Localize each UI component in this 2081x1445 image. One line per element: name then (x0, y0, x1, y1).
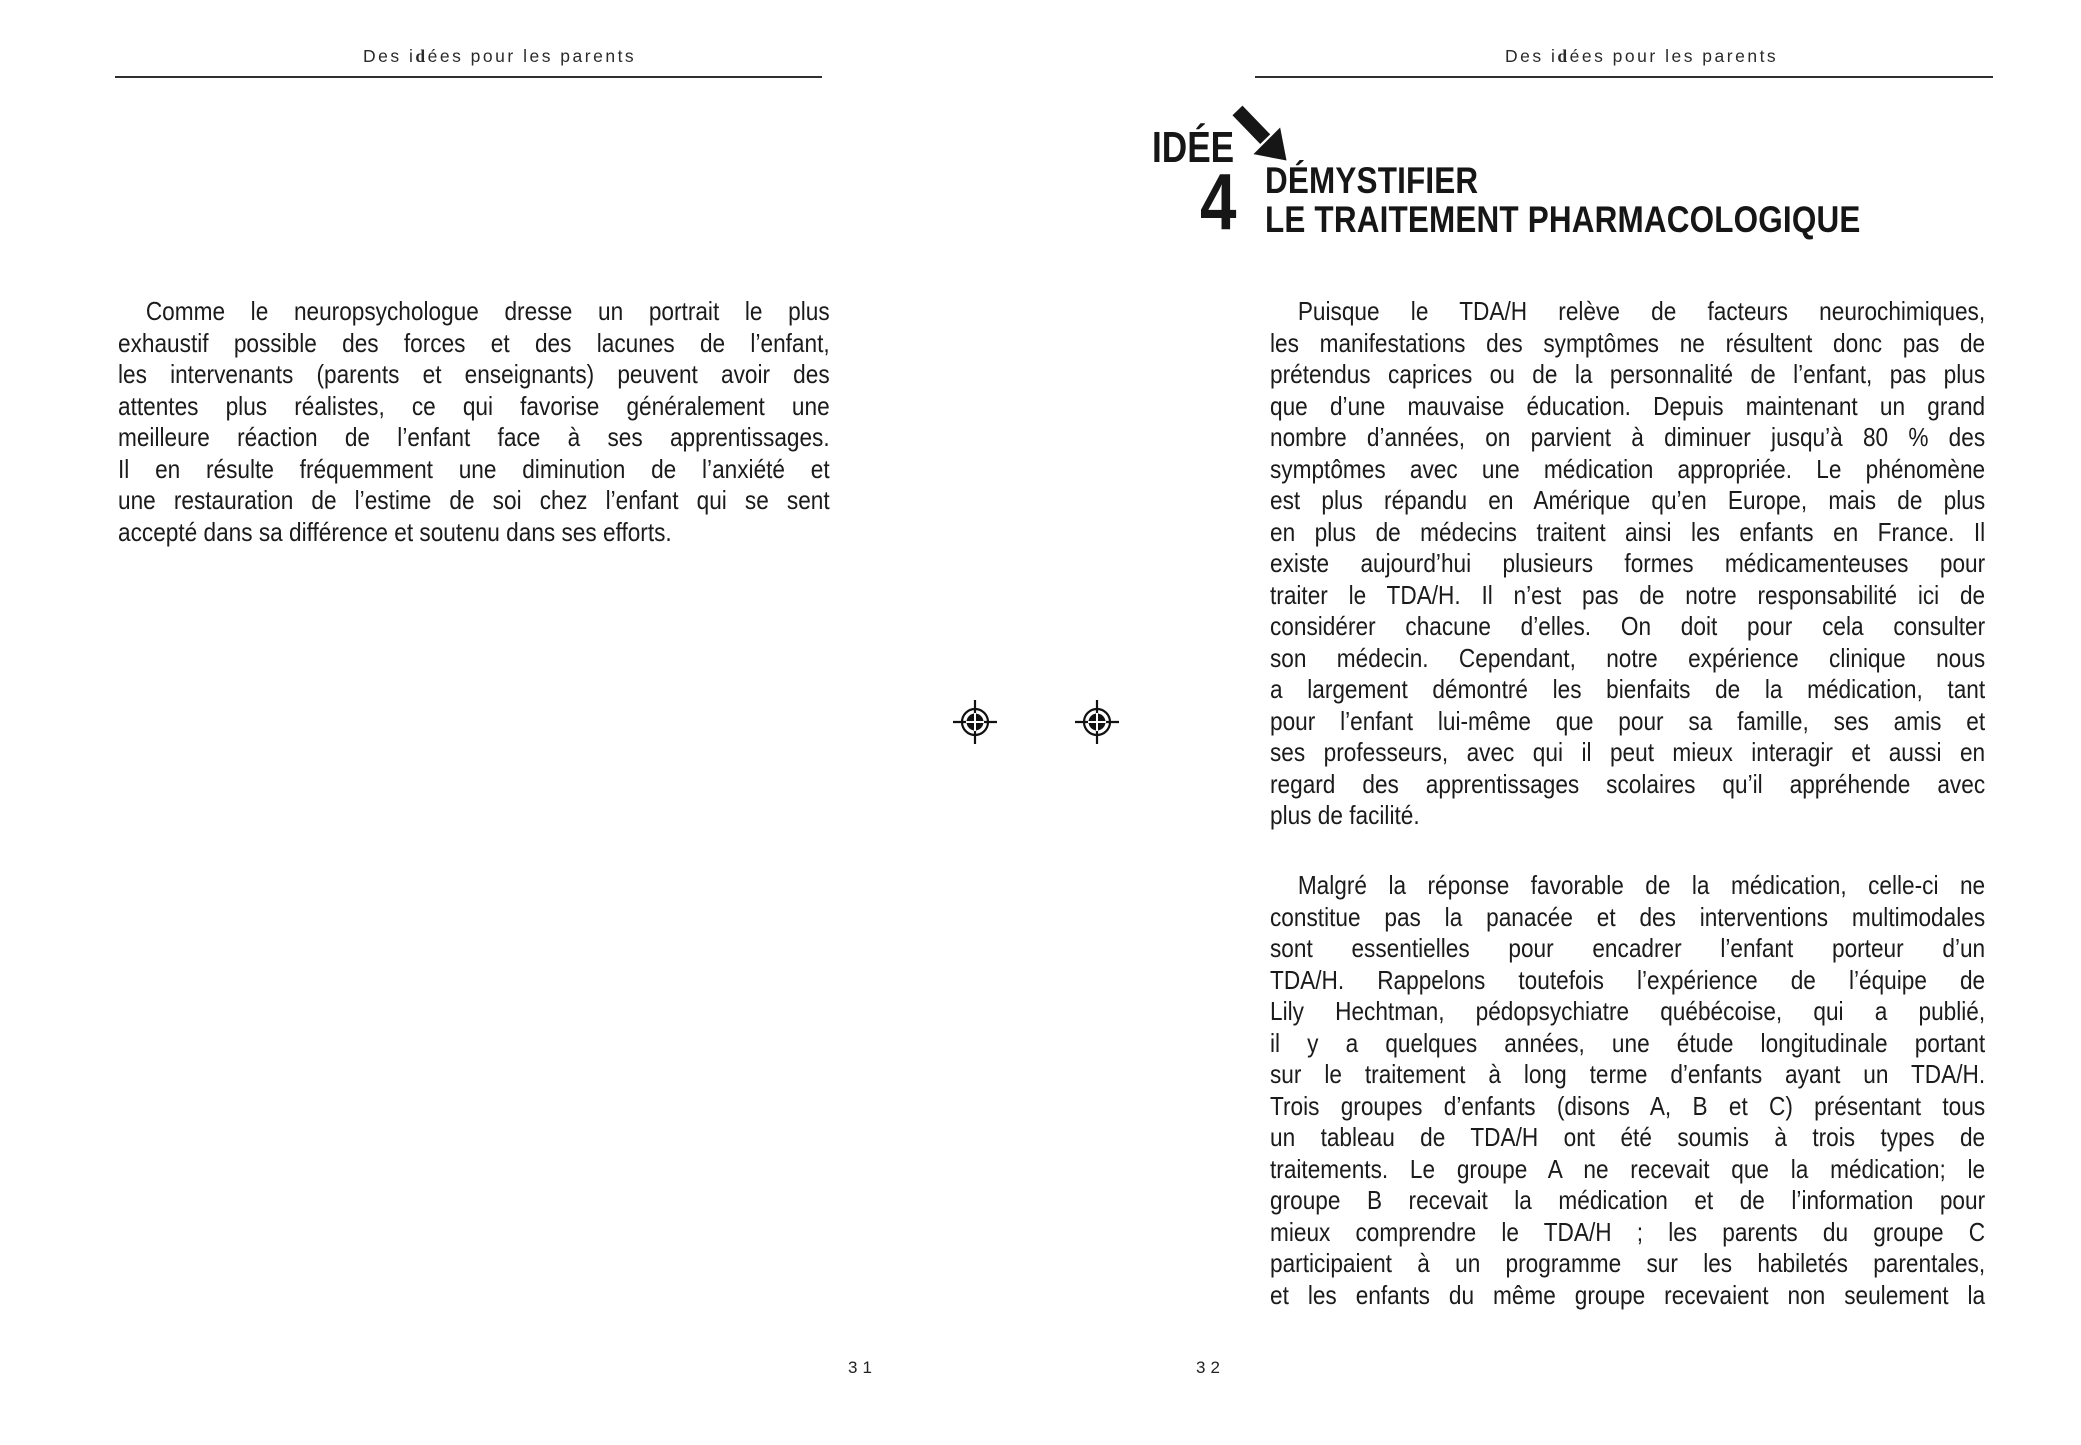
registration-mark-icon (951, 698, 999, 746)
idea-title (1265, 161, 1860, 239)
text-line: que d’une mauvaise éducation. Depuis maintenant un grand (1270, 390, 1986, 421)
text-line: est plus répandu en Amérique qu’en Europe, mais de plus (1270, 485, 1986, 515)
text-line: Comme le neuropsychologue dresse un portrait le plus (145, 296, 830, 326)
idea-title-line2: LE TRAITEMENT PHARMACOLOGIQUE (1265, 199, 1861, 240)
text-line: groupe B recevait la médication et de l’information pour (1270, 1185, 1986, 1215)
text-line: Trois groupes d’enfants (disons A, B et C) présentant tous (1270, 1090, 1986, 1121)
text-line: une restauration de l’estime de soi chez l’enfant qui se sent (118, 485, 830, 515)
text-line: pour l’enfant lui-même que pour sa famille, ses amis et (1270, 705, 1986, 736)
text-line: il y a quelques années, une étude longitudinale portant (1270, 1027, 1986, 1058)
arrow-down-right-icon (1230, 104, 1294, 168)
left-page-number: 31 (848, 1358, 877, 1377)
text-line: symptômes avec une médication appropriée. Le phénomène (1270, 453, 1986, 484)
left-header-rule (115, 76, 822, 78)
registration-mark-icon (1073, 698, 1121, 746)
text-line: participaient à un programme sur les habiletés parentales, (1270, 1248, 1986, 1278)
left-page-paragraph (118, 296, 830, 548)
running-head-text: ées pour les parents (1569, 46, 1779, 66)
text-line: plus de facilité. (1270, 800, 1420, 830)
text-line: meilleure réaction de l’enfant face à ses apprentissages. (118, 422, 830, 452)
text-line: les intervenants (parents et enseignants) peuvent avoir des (118, 359, 830, 389)
idea-label: IDÉE (1152, 123, 1235, 172)
text-line: traitements. Le groupe A ne recevait que la médication; le (1270, 1153, 1986, 1184)
text-line: attentes plus réalistes, ce qui favorise généralement une (118, 390, 830, 421)
right-page-number: 32 (1196, 1358, 1225, 1377)
text-line: traiter le TDA/H. Il n’est pas de notre responsabilité ici de (1270, 579, 1986, 610)
text-line: en plus de médecins traitent ainsi les enfants en France. Il (1270, 516, 1986, 547)
running-head-text: Des i (363, 46, 416, 66)
right-header-rule (1255, 76, 1993, 78)
text-line: nombre d’années, on parvient à diminuer jusqu’à 80 % des (1270, 422, 1986, 452)
text-line: TDA/H. Rappelons toutefois l’expérience de l’équipe de (1270, 964, 1986, 995)
text-line: son médecin. Cependant, notre expérience clinique nous (1270, 642, 1986, 673)
text-line: sont essentielles pour encadrer l’enfant porteur d’un (1270, 933, 1986, 963)
text-line: et les enfants du même groupe recevaient non seulement la (1270, 1279, 1986, 1310)
idea-number: 4 (1200, 157, 1237, 246)
left-running-head (363, 46, 636, 67)
text-line: un tableau de TDA/H ont été soumis à trois types de (1270, 1122, 1986, 1152)
text-line: mieux comprendre le TDA/H ; les parents du groupe C (1270, 1216, 1986, 1247)
right-page-paragraph-2 (1270, 870, 1985, 1311)
running-head-bold-d: d (1557, 46, 1570, 66)
text-line: exhaustif possible des forces et des lacunes de l’enfant, (118, 327, 830, 358)
right-running-head (1505, 46, 1778, 67)
text-line: regard des apprentissages scolaires qu’il appréhende avec (1270, 768, 1986, 799)
text-line: constitue pas la panacée et des interventions multimodales (1270, 901, 1986, 932)
text-line: a largement démontré les bienfaits de la médication, tant (1270, 674, 1986, 704)
text-line: Malgré la réponse favorable de la médication, celle-ci ne (1297, 870, 1986, 900)
text-line: les manifestations des symptômes ne résultent donc pas de (1270, 327, 1986, 358)
text-line: accepté dans sa différence et soutenu dans ses efforts. (118, 516, 672, 547)
text-line: prétendus caprices ou de la personnalité de l’enfant, pas plus (1270, 359, 1986, 389)
running-head-bold-d: d (415, 46, 428, 66)
text-line: Lily Hechtman, pédopsychiatre québécoise, qui a publié, (1270, 996, 1986, 1026)
text-line: existe aujourd’hui plusieurs formes médicamenteuses pour (1270, 548, 1986, 578)
text-line: ses professeurs, avec qui il peut mieux interagir et aussi en (1270, 737, 1986, 767)
idea-title-line1: DÉMYSTIFIER (1265, 160, 1479, 201)
running-head-text: ées pour les parents (427, 46, 637, 66)
running-head-text: Des i (1505, 46, 1558, 66)
right-page-paragraph-1 (1270, 296, 1985, 832)
text-line: sur le traitement à long terme d’enfants ayant un TDA/H. (1270, 1059, 1986, 1089)
text-line: Puisque le TDA/H relève de facteurs neurochimiques, (1297, 296, 1986, 326)
text-line: considérer chacune d’elles. On doit pour cela consulter (1270, 611, 1986, 641)
text-line: Il en résulte fréquemment une diminution de l’anxiété et (118, 453, 830, 484)
